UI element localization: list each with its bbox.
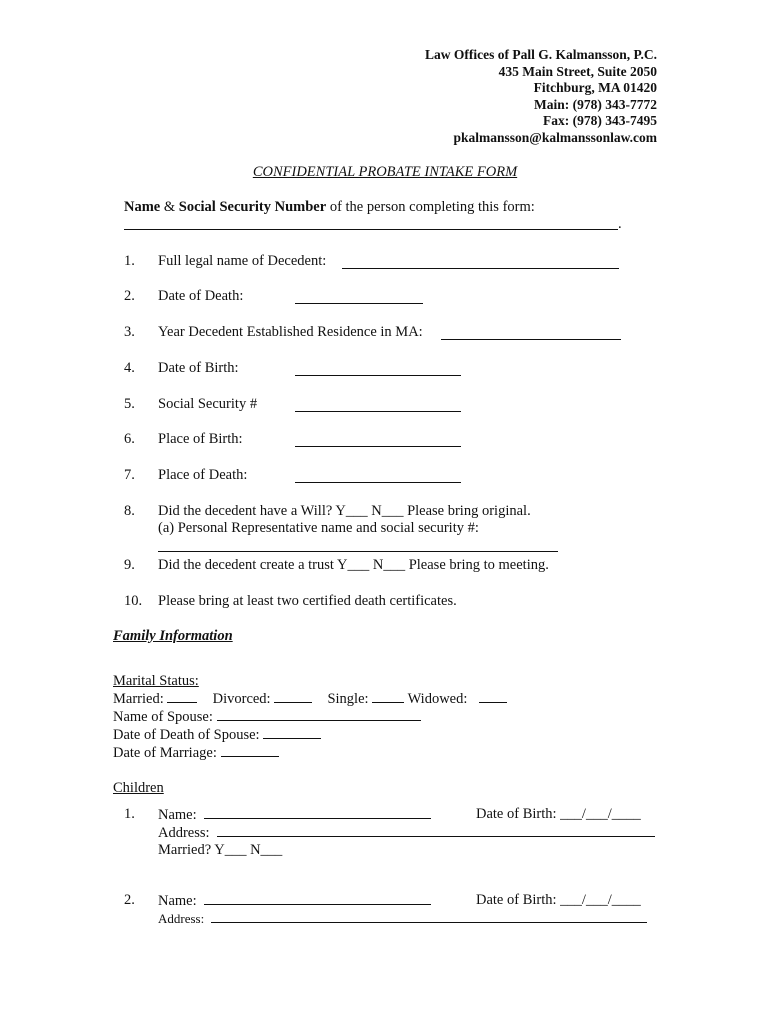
item-label-place-of-death: Place of Death:: [158, 467, 248, 483]
child-address-field[interactable]: [211, 910, 647, 923]
item-label-residence-year: Year Decedent Established Residence in MA:: [158, 324, 423, 340]
item-number: 8.: [124, 503, 135, 519]
form-title: CONFIDENTIAL PROBATE INTAKE FORM: [252, 164, 518, 180]
single-label: Single:: [327, 691, 369, 707]
item-label-date-of-birth: Date of Birth:: [158, 360, 239, 376]
personal-rep-field[interactable]: [158, 537, 558, 552]
child-married[interactable]: Married? Y___ N___: [158, 842, 283, 858]
marriage-date-field[interactable]: [221, 744, 279, 757]
spouse-name-label: Name of Spouse:: [113, 709, 213, 725]
single-field[interactable]: [372, 690, 404, 703]
item-label-death-certificates: Please bring at least two certified death certificates.: [158, 593, 457, 609]
spouse-death-field[interactable]: [263, 726, 321, 739]
spouse-death-label: Date of Death of Spouse:: [113, 727, 260, 743]
item-number: 4.: [124, 360, 135, 376]
item-number: 6.: [124, 431, 135, 447]
intro-ssn-bold: Social Security Number: [178, 199, 327, 215]
child-number: 1.: [124, 806, 135, 822]
letterhead: [425, 47, 657, 146]
street-address: 435 Main Street, Suite 2050: [498, 63, 657, 79]
date-of-birth-field[interactable]: [295, 361, 461, 376]
married-field[interactable]: [167, 690, 197, 703]
item-label-decedent-name: Full legal name of Decedent:: [158, 253, 327, 269]
item-number: 3.: [124, 324, 135, 340]
city-state-zip: Fitchburg, MA 01420: [533, 80, 657, 95]
child-name-row: [158, 806, 431, 824]
child-address-label: Address:: [158, 911, 205, 926]
item-number: 2.: [124, 288, 135, 304]
child-dob[interactable]: Date of Birth: ___/___/____: [476, 892, 641, 908]
marital-status-row: [113, 690, 507, 708]
intro-name-bold: Name: [124, 199, 161, 215]
intro-amp: &: [160, 199, 179, 215]
child-address-label: Address:: [158, 825, 210, 841]
spouse-death-row: [113, 726, 321, 744]
item-number: 7.: [124, 467, 135, 483]
item-label-place-of-birth: Place of Birth:: [158, 431, 243, 447]
item-label-trust: Did the decedent create a trust Y___ N___ Please bring to meeting.: [158, 557, 549, 573]
intro-blank[interactable]: [124, 213, 618, 230]
child-address-row: [158, 910, 647, 927]
child-address-row: [158, 824, 655, 842]
family-information-heading: Family Information: [113, 628, 233, 644]
children-heading: Children: [113, 780, 164, 796]
item-number: 9.: [124, 557, 135, 573]
item-number: 10.: [124, 593, 143, 609]
child-name-field[interactable]: [204, 892, 431, 905]
date-of-death-field[interactable]: [295, 289, 423, 304]
child-address-field[interactable]: [217, 824, 655, 837]
item-sub-personal-rep: (a) Personal Representative name and social security #:: [158, 520, 479, 536]
widowed-label: Widowed:: [407, 691, 468, 707]
marriage-date-row: [113, 744, 279, 762]
place-of-death-field[interactable]: [295, 468, 461, 483]
child-name-field[interactable]: [204, 806, 431, 819]
widowed-field[interactable]: [479, 690, 507, 703]
marital-status-heading: Marital Status:: [113, 673, 199, 689]
firm-name: Law Offices of Pall G. Kalmansson, P.C.: [424, 47, 657, 62]
child-name-label: Name:: [158, 807, 197, 823]
spouse-name-row: [113, 708, 421, 726]
child-name-row: [158, 892, 431, 910]
intro-period: .: [618, 216, 622, 232]
item-label-date-of-death: Date of Death:: [158, 288, 244, 304]
place-of-birth-field[interactable]: [295, 432, 461, 447]
child-number: 2.: [124, 892, 135, 908]
item-number: 5.: [124, 396, 135, 412]
child-dob[interactable]: Date of Birth: ___/___/____: [476, 806, 641, 822]
fax-number: Fax: (978) 343-7495: [543, 113, 657, 128]
residence-year-field[interactable]: [441, 325, 621, 340]
marriage-date-label: Date of Marriage:: [113, 745, 217, 761]
item-label-ssn: Social Security #: [158, 396, 258, 412]
main-phone: Main: (978) 343-7772: [534, 96, 657, 112]
ssn-field[interactable]: [295, 397, 461, 412]
married-label: Married:: [113, 691, 164, 707]
decedent-name-field[interactable]: [342, 254, 619, 269]
intro-rest: of the person completing this form:: [326, 199, 535, 215]
item-number: 1.: [124, 253, 135, 269]
email-address: pkalmansson@kalmanssonlaw.com: [453, 129, 657, 145]
item-label-will: Did the decedent have a Will? Y___ N___ Please bring original.: [158, 503, 531, 519]
divorced-label: Divorced:: [212, 691, 271, 707]
divorced-field[interactable]: [274, 690, 312, 703]
child-name-label: Name:: [158, 893, 197, 909]
spouse-name-field[interactable]: [217, 708, 421, 721]
